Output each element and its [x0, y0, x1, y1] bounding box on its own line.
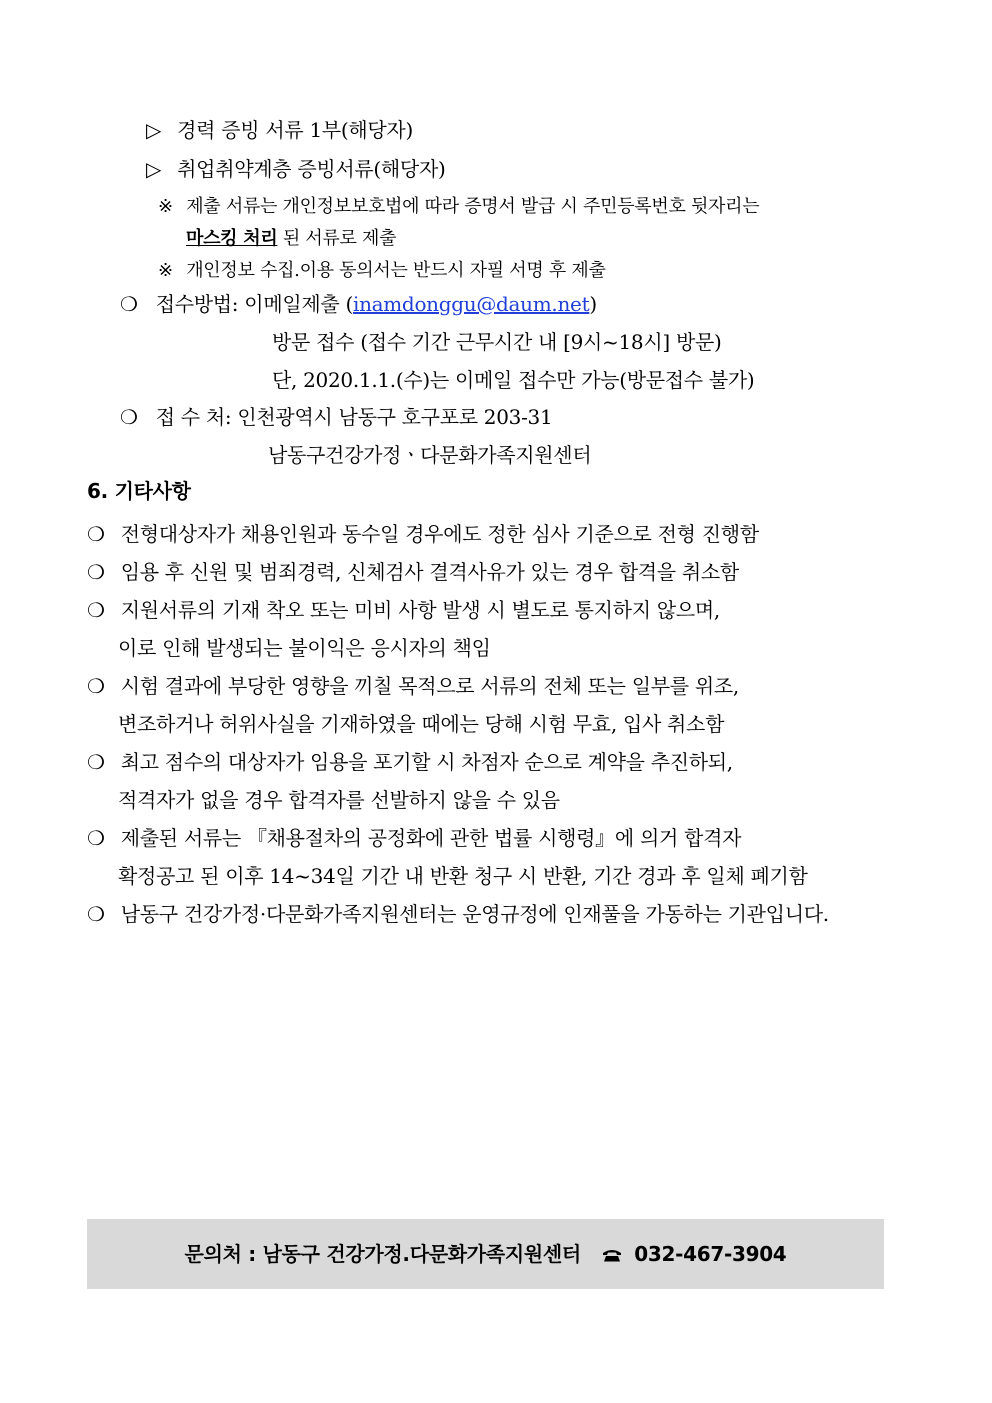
email-prefix: 이메일제출 (: [244, 292, 353, 316]
contact-label: 문의처 : 남동구 건강가정.다문화가족지원센터: [184, 1242, 581, 1266]
list-item: [87, 902, 829, 926]
list-item-text: 지원서류의 기재 착오 또는 미비 사항 발생 시 별도로 통지하지 않으며,: [120, 598, 720, 622]
list-item: [87, 750, 733, 774]
note-text: 제출 서류는 개인정보보호법에 따라 증명서 발급 시 주민등록번호 뒷자리는: [186, 196, 760, 217]
office-address: [120, 405, 552, 429]
masking-emphasis: 마스킹 처리: [186, 228, 278, 249]
contact-line: [87, 1241, 884, 1267]
list-item-text: 전형대상자가 채용인원과 동수일 경우에도 정한 심사 기준으로 전형 진행함: [120, 522, 759, 546]
note-text: 개인정보 수집.이용 동의서는 반드시 자필 서명 후 제출: [186, 260, 606, 281]
email-suffix: ): [589, 292, 597, 316]
circle-bullet-icon: ❍: [87, 902, 105, 926]
list-item-continuation: 확정공고 된 이후 14~34일 기간 내 반환 청구 시 반환, 기간 경과 후 일체 폐기함: [118, 864, 808, 888]
circle-bullet-icon: ❍: [87, 750, 105, 774]
note-text: 된 서류로 제출: [282, 228, 397, 249]
submission-label: 접수방법:: [155, 292, 239, 316]
note-item: [158, 259, 606, 283]
list-item: [87, 522, 759, 546]
section-title: 6. 기타사항: [87, 479, 191, 503]
email-link[interactable]: inamdonggu@daum.net: [352, 292, 590, 316]
circle-bullet-icon: ❍: [87, 674, 105, 698]
list-item-text: 제출된 서류는 『채용절차의 공정화에 관한 법률 시행령』에 의거 합격자: [120, 826, 742, 850]
office-label: 접 수 처:: [155, 405, 232, 429]
submission-method: [120, 292, 597, 316]
circle-bullet-icon: ❍: [87, 522, 105, 546]
note-icon: ※: [158, 260, 173, 281]
list-item: [87, 826, 741, 850]
list-item-continuation: 변조하거나 허위사실을 기재하였을 때에는 당해 시험 무효, 입사 취소함: [118, 712, 725, 736]
triangle-icon: ▷: [146, 118, 162, 142]
doc-text: 취업취약계층 증빙서류(해당자): [177, 157, 446, 181]
circle-bullet-icon: ❍: [87, 826, 105, 850]
circle-bullet-icon: ❍: [120, 405, 138, 429]
note-continuation: [186, 227, 396, 251]
office-name: 남동구건강가정ㆍ다문화가족지원센터: [268, 443, 592, 467]
list-item: [87, 560, 739, 584]
doc-text: 경력 증빙 서류 1부(해당자): [177, 118, 413, 142]
phone-icon: [602, 1248, 622, 1262]
visit-submission: 방문 접수 (접수 기간 근무시간 내 [9시~18시] 방문): [272, 330, 722, 354]
list-item: [87, 598, 720, 622]
list-item-text: 남동구 건강가정·다문화가족지원센터는 운영규정에 인재풀을 가동하는 기관입니다.: [120, 902, 829, 926]
circle-bullet-icon: ❍: [120, 292, 138, 316]
list-item-text: 시험 결과에 부당한 영향을 끼칠 목적으로 서류의 전체 또는 일부를 위조,: [120, 674, 739, 698]
contact-box: [87, 1219, 884, 1289]
doc-item: [146, 118, 413, 142]
circle-bullet-icon: ❍: [87, 598, 105, 622]
triangle-icon: ▷: [146, 157, 162, 181]
submission-exception: 단, 2020.1.1.(수)는 이메일 접수만 가능(방문접수 불가): [272, 368, 755, 392]
list-item: [87, 674, 739, 698]
circle-bullet-icon: ❍: [87, 560, 105, 584]
list-item-continuation: 이로 인해 발생되는 불이익은 응시자의 책임: [118, 636, 491, 660]
note-icon: ※: [158, 196, 173, 217]
note-item: [158, 195, 759, 219]
list-item-text: 임용 후 신원 및 범죄경력, 신체검사 결격사유가 있는 경우 합격을 취소함: [120, 560, 739, 584]
contact-phone: 032-467-3904: [634, 1242, 787, 1266]
list-item-text: 최고 점수의 대상자가 임용을 포기할 시 차점자 순으로 계약을 추진하되,: [120, 750, 733, 774]
list-item-continuation: 적격자가 없을 경우 합격자를 선발하지 않을 수 있음: [118, 788, 560, 812]
office-address-text: 인천광역시 남동구 호구포로 203-31: [237, 405, 553, 429]
doc-item: [146, 157, 445, 181]
